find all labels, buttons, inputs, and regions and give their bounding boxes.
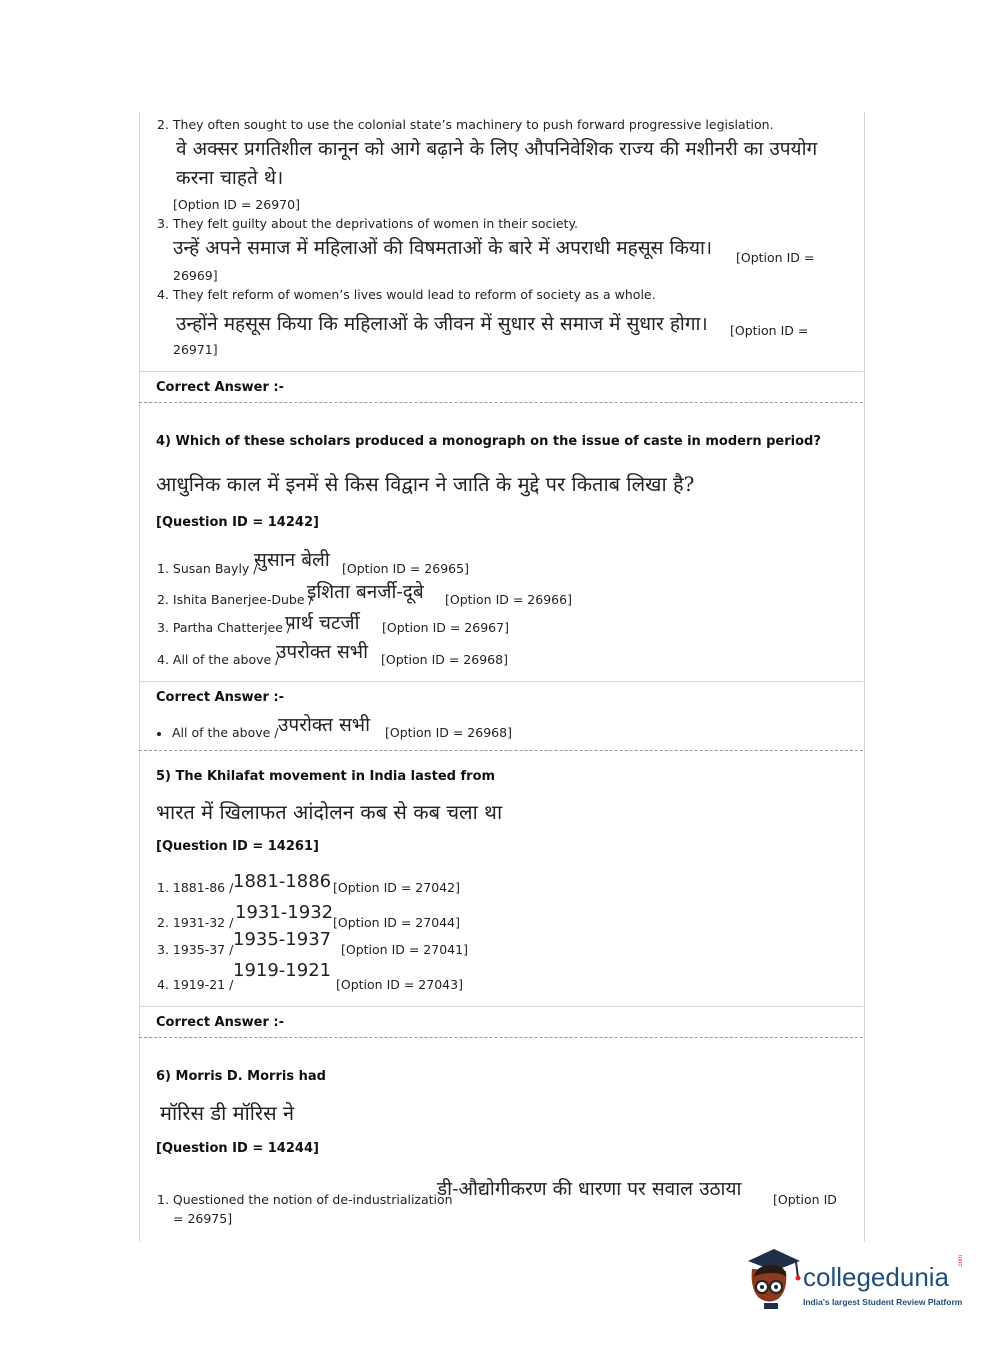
q4-option-2-text: 2. Ishita Banerjee-Dube / xyxy=(157,592,313,607)
q4-option-2-hindi: इशिता बनर्जी-दूबे xyxy=(307,581,424,603)
q5-option-4-text: 4. 1919-21 / xyxy=(157,977,234,992)
q6-question-hindi: मॉरिस डी मॉरिस ने xyxy=(160,1101,295,1125)
q4-option-4-hindi: उपरोक्त सभी xyxy=(276,641,369,663)
q4-answer-text: All of the above / xyxy=(172,725,279,740)
q4-answer-id: [Option ID = 26968] xyxy=(385,725,512,740)
q5-option-4-large: 1919-1921 xyxy=(233,960,332,981)
collegedunia-tld: .com xyxy=(958,1254,964,1268)
q6-question: 6) Morris D. Morris had xyxy=(156,1069,326,1084)
question-separator xyxy=(139,1037,863,1038)
q5-correct-answer-label: Correct Answer :- xyxy=(156,1015,284,1030)
q6-option-1-text: 1. Questioned the notion of de-industrialization xyxy=(157,1192,453,1207)
q5-option-4-id: [Option ID = 27043] xyxy=(336,977,463,992)
q3-option-3-id-cont: 26969] xyxy=(173,268,218,283)
q4-option-1-text: 1. Susan Bayly / xyxy=(157,561,258,576)
divider xyxy=(139,1006,863,1007)
q4-option-1-id: [Option ID = 26965] xyxy=(342,561,469,576)
answer-bullet xyxy=(157,732,161,736)
q5-option-2-id: [Option ID = 27044] xyxy=(333,915,460,930)
q6-question-id: [Question ID = 14244] xyxy=(156,1141,319,1156)
q5-option-3-large: 1935-1937 xyxy=(233,929,332,950)
q6-option-1-id: [Option ID xyxy=(773,1192,837,1207)
q5-question-hindi: भारत में खिलाफत आंदोलन कब से कब चला था xyxy=(156,800,503,824)
q4-option-3-text: 3. Partha Chatterjee / xyxy=(157,620,292,635)
q5-option-2-text: 2. 1931-32 / xyxy=(157,915,234,930)
q3-option-4-id: [Option ID = xyxy=(730,323,809,338)
q3-option-2-hindi-line1: वे अक्सर प्रगतिशील कानून को आगे बढ़ाने के लिए औपनिवेशिक राज्य की मशीनरी का उपयोग xyxy=(176,138,818,160)
q6-option-1-hindi: डी-औद्योगीकरण की धारणा पर सवाल उठाया xyxy=(437,1178,742,1200)
q4-option-1-hindi: सुसान बेली xyxy=(254,549,330,571)
q3-option-4-hindi: उन्होंने महसूस किया कि महिलाओं के जीवन में सुधार से समाज में सुधार होगा। xyxy=(176,313,708,335)
q5-option-2-large: 1931-1932 xyxy=(235,902,334,923)
q4-question: 4) Which of these scholars produced a monograph on the issue of caste in modern period? xyxy=(156,434,821,449)
q5-option-3-id: [Option ID = 27041] xyxy=(341,942,468,957)
q3-option-3-hindi: उन्हें अपने समाज में महिलाओं की विषमताओं के बारे में अपराधी महसूस किया। xyxy=(173,237,713,259)
question-separator xyxy=(139,750,863,751)
q4-option-2-id: [Option ID = 26966] xyxy=(445,592,572,607)
q4-option-3-hindi: पार्थ चटर्जी xyxy=(285,612,360,634)
q3-option-4-id-cont: 26971] xyxy=(173,342,218,357)
q3-option-3-text: 3. They felt guilty about the deprivations of women in their society. xyxy=(157,216,579,231)
question-separator xyxy=(139,402,863,403)
q6-option-1-id-cont: = 26975] xyxy=(173,1211,233,1226)
divider xyxy=(139,681,863,682)
q3-option-2-id: [Option ID = 26970] xyxy=(173,197,300,212)
q4-question-id: [Question ID = 14242] xyxy=(156,515,319,530)
collegedunia-wordmark: collegedunia xyxy=(803,1262,950,1292)
collegedunia-mascot-logo xyxy=(742,1247,802,1311)
q5-question-id: [Question ID = 14261] xyxy=(156,839,319,854)
q4-option-4-text: 4. All of the above / xyxy=(157,652,280,667)
q4-correct-answer-label: Correct Answer :- xyxy=(156,690,284,705)
q4-question-hindi: आधुनिक काल में इनमें से किस विद्वान ने जाति के मुद्दे पर किताब लिखा है? xyxy=(156,472,695,496)
q3-correct-answer-label: Correct Answer :- xyxy=(156,380,284,395)
q5-option-1-text: 1. 1881-86 / xyxy=(157,880,234,895)
q3-option-2-text: 2. They often sought to use the colonial state’s machinery to push forward progressive legislation. xyxy=(157,117,774,132)
q3-option-4-text: 4. They felt reform of women’s lives would lead to reform of society as a whole. xyxy=(157,287,656,302)
divider xyxy=(139,371,863,372)
q5-option-1-large: 1881-1886 xyxy=(233,871,332,892)
q4-option-3-id: [Option ID = 26967] xyxy=(382,620,509,635)
q5-option-1-id: [Option ID = 27042] xyxy=(333,880,460,895)
q4-option-4-id: [Option ID = 26968] xyxy=(381,652,508,667)
collegedunia-tagline: India's largest Student Review Platform xyxy=(803,1297,963,1307)
q5-question: 5) The Khilafat movement in India lasted from xyxy=(156,769,496,784)
q4-answer-hindi: उपरोक्त सभी xyxy=(278,714,371,736)
q3-option-3-id: [Option ID = xyxy=(736,250,815,265)
q5-option-3-text: 3. 1935-37 / xyxy=(157,942,234,957)
q3-option-2-hindi-line2: करना चाहते थे। xyxy=(176,167,284,189)
